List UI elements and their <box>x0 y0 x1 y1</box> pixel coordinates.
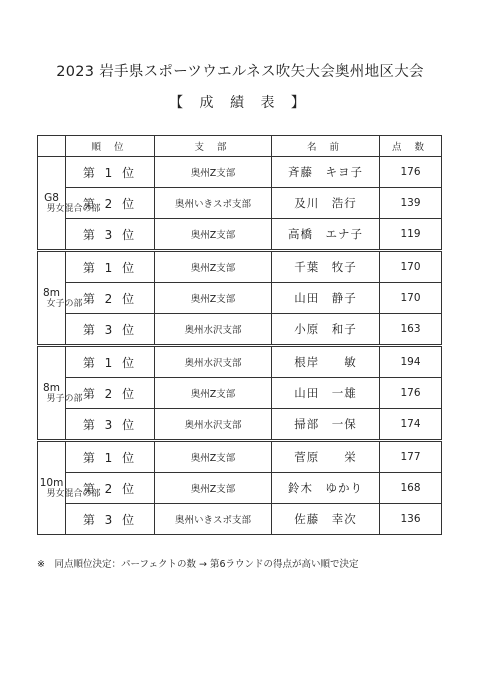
division-category: 男女混合の部 <box>46 488 101 499</box>
table-row <box>38 219 442 251</box>
score-cell: 163 <box>380 314 442 346</box>
rank-cell: 第 2 位 <box>66 378 155 409</box>
rank-cell: 第 1 位 <box>66 346 155 378</box>
branch-cell: 奥州水沢支部 <box>155 346 272 378</box>
rank-cell: 第 1 位 <box>66 251 155 283</box>
rank-cell: 第 1 位 <box>66 441 155 473</box>
table-row <box>38 251 442 283</box>
table-row <box>38 157 442 188</box>
division-label <box>38 157 101 251</box>
rank-cell: 第 3 位 <box>66 314 155 346</box>
score-cell: 170 <box>380 283 442 314</box>
header-name: 名 前 <box>272 136 380 157</box>
header-division <box>38 136 66 157</box>
branch-cell: 奥州水沢支部 <box>155 409 272 441</box>
division-distance: 10m <box>39 476 64 489</box>
header-rank: 順 位 <box>66 136 155 157</box>
score-cell: 176 <box>380 378 442 409</box>
header-score: 点 数 <box>380 136 442 157</box>
name-cell: 鈴木 ゆかり <box>272 473 380 504</box>
rank-cell: 第 2 位 <box>66 473 155 504</box>
header-branch: 支 部 <box>155 136 272 157</box>
name-cell: 掃部 一保 <box>272 409 380 441</box>
name-cell: 斉藤 キヨ子 <box>272 157 380 188</box>
branch-cell: 奥州いきスポ支部 <box>155 188 272 219</box>
rank-cell: 第 3 位 <box>66 504 155 535</box>
division-label <box>38 441 101 535</box>
score-cell: 136 <box>380 504 442 535</box>
score-cell: 139 <box>380 188 442 219</box>
division-distance: 8m <box>43 286 60 299</box>
branch-cell: 奥州Z支部 <box>155 473 272 504</box>
results-table <box>37 135 442 535</box>
rank-cell: 第 2 位 <box>66 188 155 219</box>
score-cell: 170 <box>380 251 442 283</box>
division-label <box>38 251 83 346</box>
name-cell: 山田 静子 <box>272 283 380 314</box>
table-row <box>38 441 442 473</box>
document-subtitle: 【 成 績 表 】 <box>169 95 311 111</box>
branch-cell: 奥州水沢支部 <box>155 314 272 346</box>
branch-cell: 奥州Z支部 <box>155 219 272 251</box>
branch-cell: 奥州Z支部 <box>155 441 272 473</box>
name-cell: 小原 和子 <box>272 314 380 346</box>
table-row <box>38 378 442 409</box>
name-cell: 山田 一雄 <box>272 378 380 409</box>
table-row <box>38 504 442 535</box>
name-cell: 菅原 栄 <box>272 441 380 473</box>
table-row <box>38 314 442 346</box>
name-cell: 佐藤 幸次 <box>272 504 380 535</box>
rank-cell: 第 3 位 <box>66 409 155 441</box>
division-category: 男女混合の部 <box>46 203 101 214</box>
division-category: 男子の部 <box>46 393 83 404</box>
table-row <box>38 409 442 441</box>
score-cell: 194 <box>380 346 442 378</box>
name-cell: 根岸 敏 <box>272 346 380 378</box>
name-cell: 千葉 牧子 <box>272 251 380 283</box>
branch-cell: 奥州Z支部 <box>155 251 272 283</box>
score-cell: 168 <box>380 473 442 504</box>
table-row <box>38 283 442 314</box>
branch-cell: 奥州Z支部 <box>155 157 272 188</box>
table-header-row <box>38 136 442 157</box>
tiebreak-note: ※ 同点順位決定：パーフェクトの数 → 第6ラウンドの得点が高い順で決定 <box>37 559 359 570</box>
score-cell: 177 <box>380 441 442 473</box>
branch-cell: 奥州Z支部 <box>155 283 272 314</box>
name-cell: 高橋 エナ子 <box>272 219 380 251</box>
score-cell: 176 <box>380 157 442 188</box>
name-cell: 及川 浩行 <box>272 188 380 219</box>
rank-cell: 第 1 位 <box>66 157 155 188</box>
document-title: 2023 岩手県スポーツウエルネス吹矢大会奥州地区大会 <box>56 64 424 80</box>
division-distance: 8m <box>43 381 60 394</box>
score-cell: 119 <box>380 219 442 251</box>
branch-cell: 奥州Z支部 <box>155 378 272 409</box>
division-category: 女子の部 <box>46 298 83 309</box>
branch-cell: 奥州いきスポ支部 <box>155 504 272 535</box>
rank-cell: 第 2 位 <box>66 283 155 314</box>
score-cell: 174 <box>380 409 442 441</box>
division-label <box>38 346 83 441</box>
division-distance: G8 <box>44 191 59 204</box>
rank-cell: 第 3 位 <box>66 219 155 251</box>
results-body <box>38 157 442 535</box>
table-row <box>38 346 442 378</box>
